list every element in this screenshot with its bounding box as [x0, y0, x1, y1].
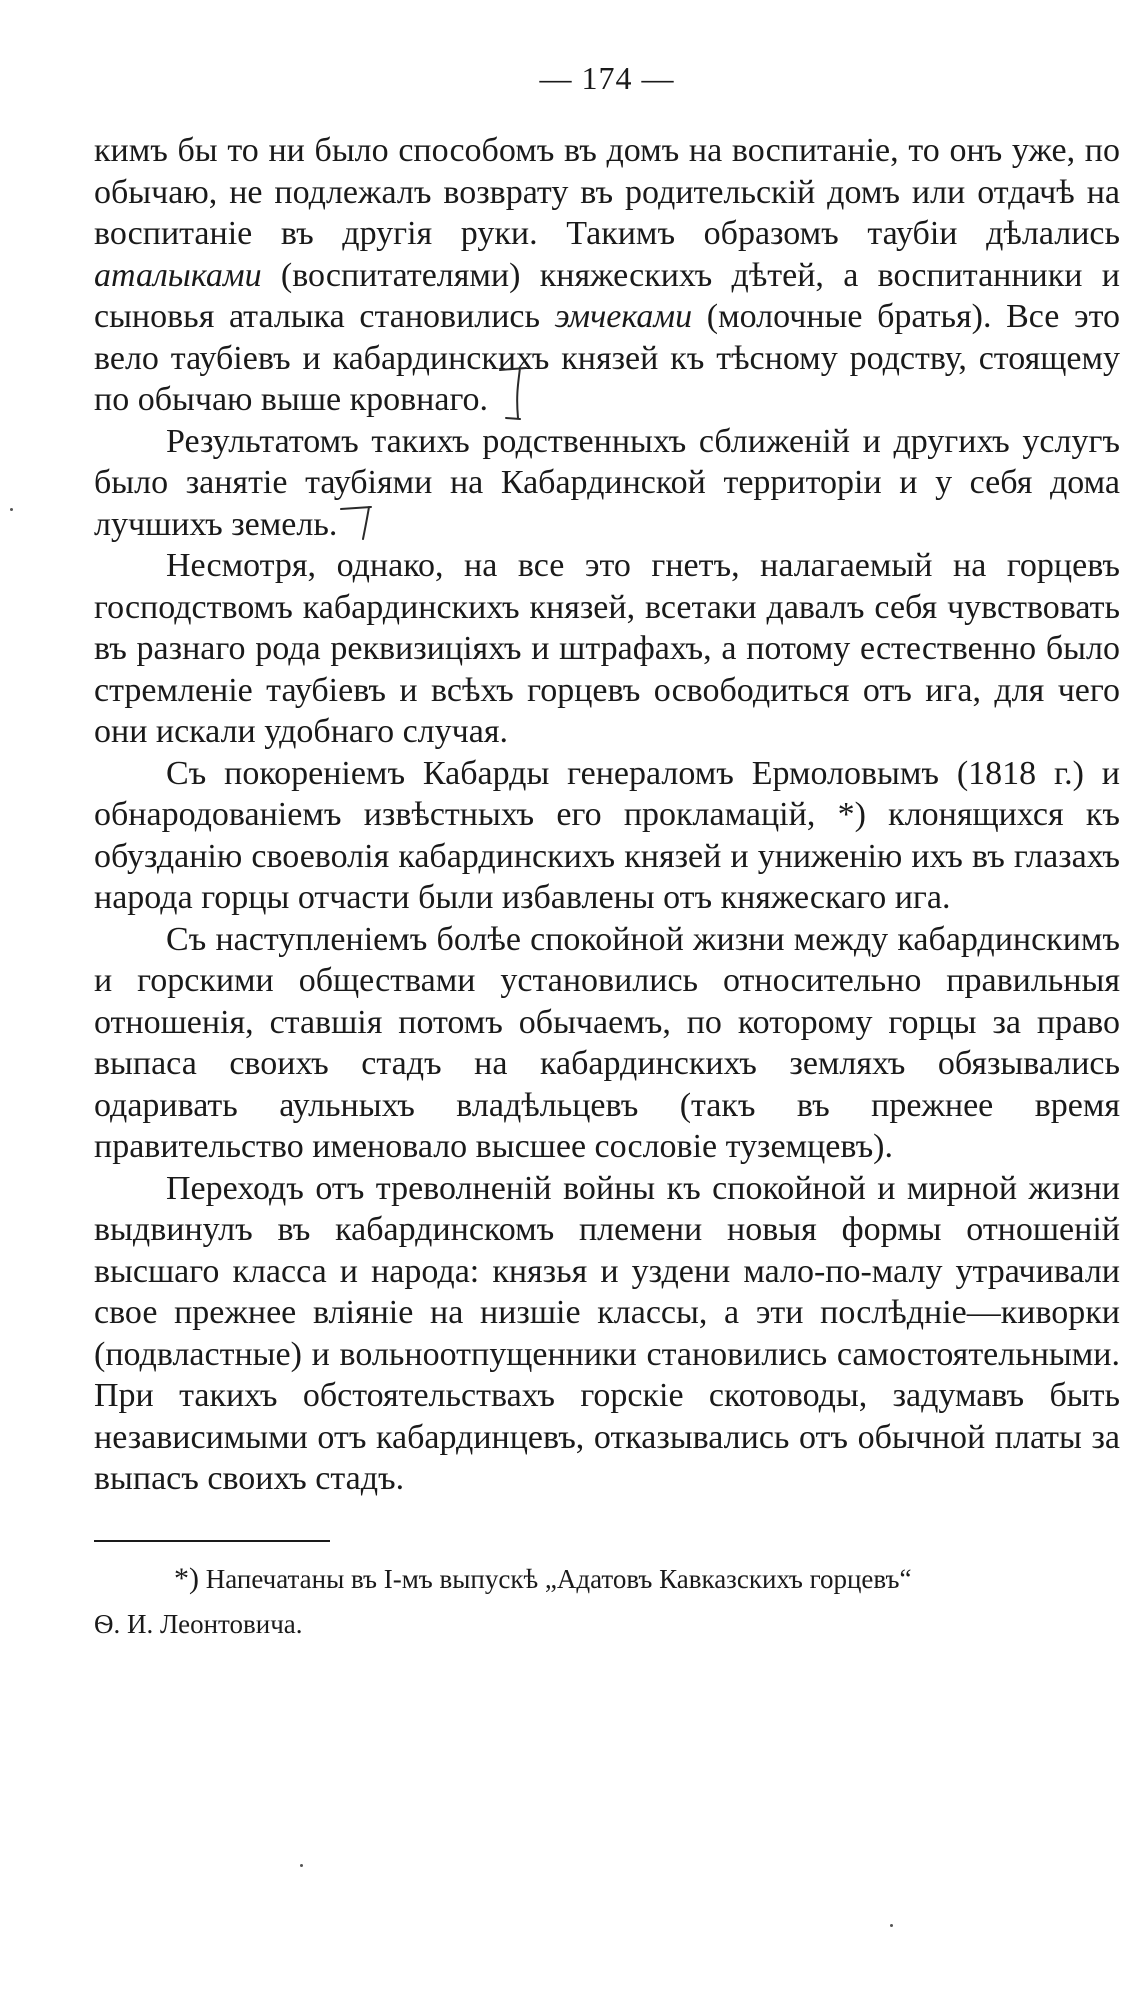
page-content	[94, 52, 1120, 1647]
footnote	[94, 1556, 1120, 1647]
paragraph-4: Съ покореніемъ Кабарды генераломъ Ермоловымъ (1818 г.) и обнародованіемъ извѣстныхъ его прокламацій, *) клонящихся къ обузданію своеволія кабардинскихъ князей и униженію ихъ въ глазахъ народа горцы отчасти были избавлены отъ княжескаго ига.	[94, 754, 1120, 916]
paragraph-1	[94, 130, 1120, 421]
paragraph-1-text-a: кимъ бы то ни было способомъ въ домъ на воспитаніе, то онъ уже, по обычаю, не подлежалъ возврату въ родительскій домъ или отдачѣ на воспитаніе въ другія руки. Такимъ образомъ таубіи дѣлались	[94, 132, 1120, 252]
page-number: — 174 —	[539, 60, 675, 96]
paragraph-5: Съ наступленіемъ болѣе спокойной жизни между кабардинскимъ и горскими обществами установились относительно правильныя отношенія, ставшія потомъ обычаемъ, по которому горцы за право выпаса своихъ стадъ на кабардинскихъ земляхъ обязывались одаривать аульныхъ владѣльцевъ (такъ въ прежнее время правительство именовало высшее сословіе туземцевъ).	[94, 920, 1120, 1165]
term-emchek: эмчеками	[554, 298, 693, 335]
paragraph-1-text-b: (воспитателями) княжескихъ дѣтей, а воспитанники и сыновья аталыка становились	[94, 256, 1120, 335]
paragraph-2	[94, 421, 1120, 546]
paper-speck	[10, 508, 13, 511]
body-text	[94, 130, 1120, 1500]
footnote-line-1	[94, 1556, 1120, 1602]
paragraph-6: Переходъ отъ треволненій войны къ спокойной и мирной жизни выдвинулъ въ кабардинскомъ племени новыя формы отношеній высшаго класса и народа: князья и уздени мало-по-малу утрачивали свое прежнее вліяніе на низшіе классы, а эти послѣдніе—киворки (подвластные) и вольноотпущенники становились самостоятельными. При такихъ обстоятельствахъ горскіе скотоводы, задумавъ быть независимыми отъ кабардинцевъ, отказывались отъ обычной платы за выпасъ своихъ стадъ.	[94, 1169, 1120, 1497]
footnote-marker: *)	[174, 1561, 199, 1595]
term-atalyk: аталыками	[94, 256, 262, 294]
paper-speck	[890, 1924, 893, 1927]
footnote-rule	[94, 1540, 330, 1542]
footnote-text-1: Напечатаны въ І-мъ выпускѣ „Адатовъ Кавказскихъ горцевъ“	[205, 1563, 912, 1594]
paper-speck	[300, 1864, 303, 1867]
footnote-line-2: Ѳ. И. Леонтовича.	[94, 1608, 303, 1639]
paragraph-2-text: Результатомъ такихъ родственныхъ сближеній и другихъ услугъ было занятіе таубіями на Кабардинской территоріи и у себя дома лучшихъ земель.	[94, 422, 1120, 543]
paragraph-3: Несмотря, однако, на все это гнетъ, налагаемый на горцевъ господствомъ кабардинскихъ князей, всетаки давалъ себя чувствовать въ разнаго рода реквизиціяхъ и штрафахъ, а потому естественно было стремленіе таубіевъ и всѣхъ горцевъ освободиться отъ ига, для чего они искали удобнаго случая.	[94, 547, 1120, 750]
paragraph-1-text-c: (молочные братья). Все это вело таубіевъ и кабардинскихъ князей къ тѣсному родству, стоящему по обычаю выше кровнаго.	[94, 298, 1120, 418]
